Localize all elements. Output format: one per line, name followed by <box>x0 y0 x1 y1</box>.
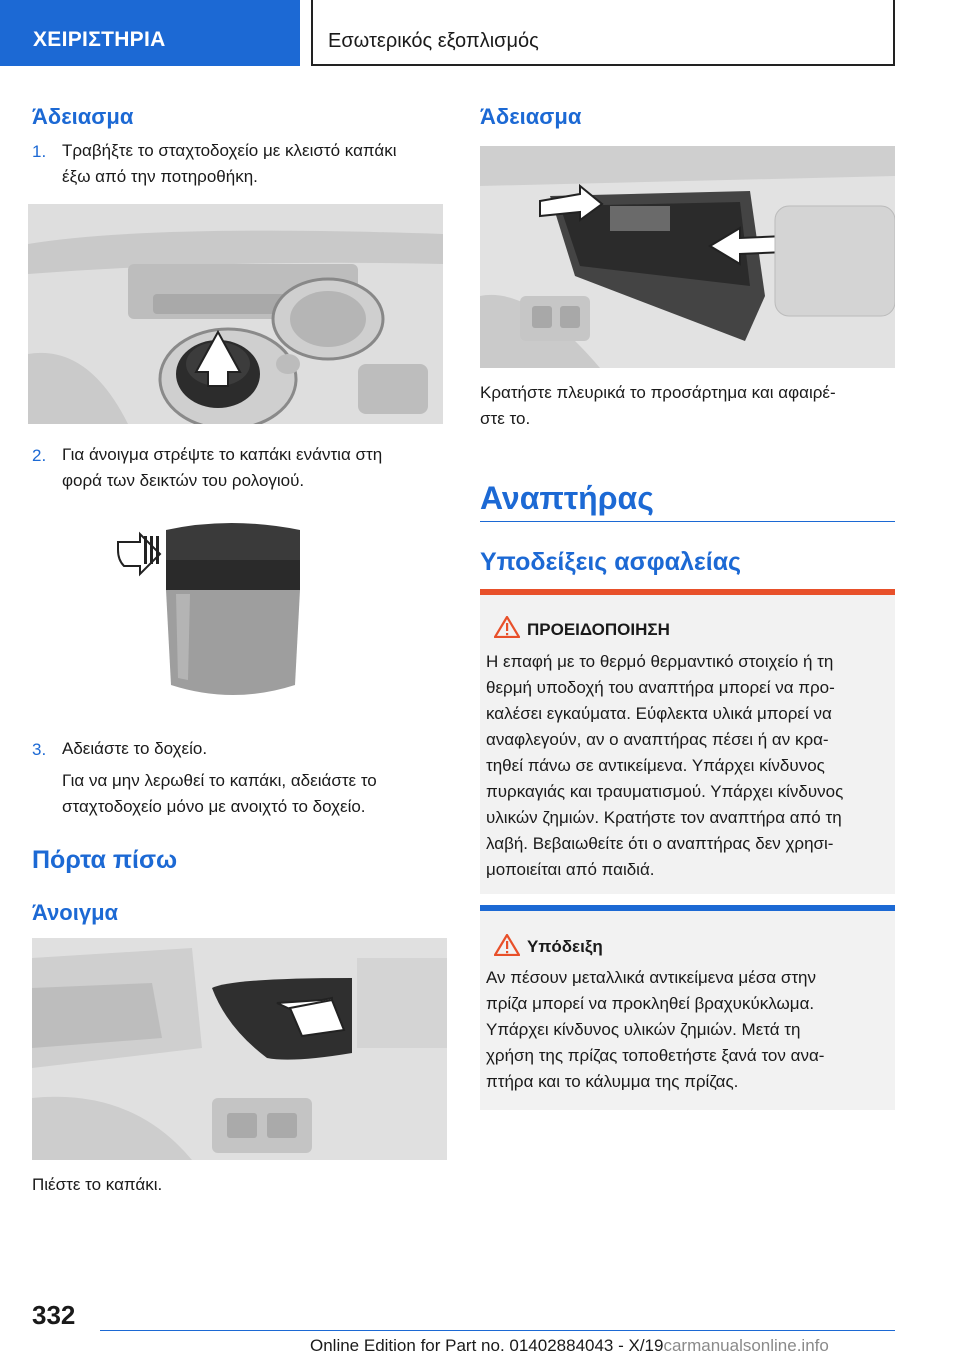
text-line: φορά των δεικτών του ρολογιού. <box>62 471 305 490</box>
emptying-heading-right: Άδειασμα <box>480 104 582 129</box>
text-line: στε το. <box>480 409 531 428</box>
chapter-tab-label: ΧΕΙΡΙΣΤΗΡΙΑ <box>33 28 166 51</box>
warning-triangle-icon <box>494 616 520 638</box>
text-line: Για άνοιγμα στρέψτε το καπάκι ενάντια στη <box>62 445 383 464</box>
step-text <box>62 138 397 190</box>
chapter-tab[interactable] <box>0 0 300 66</box>
footer-edition <box>310 1336 829 1356</box>
text-line: μοποιείται από παιδιά. <box>486 860 655 879</box>
step-number: 2. <box>32 446 47 465</box>
text-line: υλικών ζημιών. Κρατήστε τον αναπτήρα από τη <box>486 808 842 827</box>
text-line: Για να μην λερωθεί το καπάκι, αδειάστε το <box>62 771 377 790</box>
text-line: έξω από την ποτηροθήκη. <box>62 167 258 186</box>
notice-triangle-icon <box>494 934 520 956</box>
safety-heading: Υποδείξεις ασφαλείας <box>480 548 742 576</box>
text-line: Αν πέσουν μεταλλικά αντικείμενα μέσα στην <box>486 968 817 987</box>
footer-rule <box>100 1330 895 1331</box>
text-line: τηθεί πάνω σε αντικείμενα. Υπάρχει κίνδυνος <box>486 756 825 775</box>
notice-box <box>480 905 895 1110</box>
ashtray-cupholder-image <box>28 204 443 424</box>
text-line: Κρατήστε πλευρικά το προσάρτημα και αφαιρέ- <box>480 383 836 402</box>
text-line: πυρκαγιάς και τραυματισμού. Υπάρχει κίνδυνος <box>486 782 844 801</box>
warning-bar <box>480 589 895 595</box>
text-line: πτήρα και το κάλυμμα της πρίζας. <box>486 1072 739 1091</box>
step-number: 1. <box>32 142 47 161</box>
section-title: Εσωτερικός εξοπλισμός <box>328 30 539 52</box>
notice-body <box>486 965 824 1095</box>
text-line: λαβή. Βεβαιωθείτε ότι ο αναπτήρας δεν χρησι- <box>486 834 834 853</box>
text-line: πρίζα μπορεί να προκληθεί βραχυκύκλωμα. <box>486 994 815 1013</box>
step-number: 3. <box>32 740 47 759</box>
warning-box <box>480 589 895 894</box>
opening-heading: Άνοιγμα <box>32 900 119 925</box>
page-number: 332 <box>32 1300 76 1330</box>
lighter-heading: Αναπτήρας <box>480 480 654 516</box>
step-note <box>62 768 377 820</box>
header-divider-right <box>893 0 895 66</box>
rear-door-ashtray-image <box>32 938 447 1160</box>
step-text: Αδειάστε το δοχείο. <box>62 739 208 758</box>
ashtray-insert-image <box>480 146 895 368</box>
text-line: Η επαφή με το θερμό θερμαντικό στοιχείο ή τη <box>486 652 834 671</box>
ashtray-container-image <box>110 520 315 705</box>
rear-door-heading: Πόρτα πίσω <box>32 846 178 874</box>
step-text <box>62 442 382 494</box>
watermark-text: carmanualsonline.info <box>663 1336 829 1355</box>
text-line: χρήση της πρίζας τοποθετήστε ξανά τον ανα- <box>486 1046 825 1065</box>
text-line: αναφλεγούν, αν ο αναπτήρας πέσει ή αν κρα- <box>486 730 829 749</box>
edition-text: Online Edition for Part no. 01402884043 - X/19 <box>310 1336 664 1355</box>
emptying-heading-left: Άδειασμα <box>32 104 134 129</box>
header-divider-left <box>311 0 313 66</box>
hold-text <box>480 380 836 432</box>
warning-title: ΠΡΟΕΙΔΟΠΟΙΗΣΗ <box>527 620 670 639</box>
warning-body <box>486 649 843 883</box>
text-line: Τραβήξτε το σταχτοδοχείο με κλειστό καπάκι <box>62 141 397 160</box>
text-line: θερμή υποδοχή του αναπτήρα μπορεί να προ- <box>486 678 835 697</box>
text-line: σταχτοδοχείο μόνο με ανοιχτό το δοχείο. <box>62 797 366 816</box>
header-underline <box>311 64 895 66</box>
press-lid-text: Πιέστε το καπάκι. <box>32 1175 163 1194</box>
text-line: καλέσει εγκαύματα. Εύφλεκτα υλικά μπορεί να <box>486 704 832 723</box>
text-line: Υπάρχει κίνδυνος υλικών ζημιών. Μετά τη <box>486 1020 801 1039</box>
notice-bar <box>480 905 895 911</box>
notice-title: Υπόδειξη <box>527 937 603 956</box>
lighter-heading-rule <box>480 521 895 522</box>
